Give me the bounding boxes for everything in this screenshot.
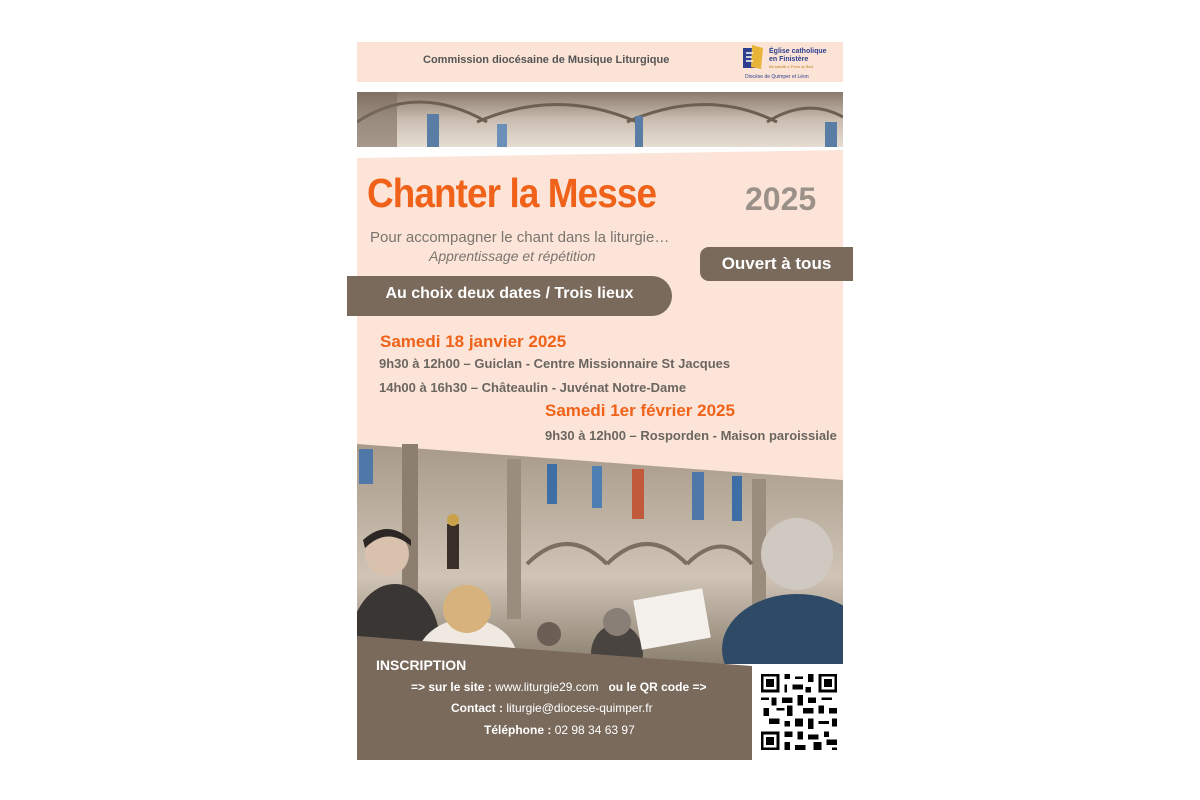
subtitle: Pour accompagner le chant dans la liturgie… <box>370 229 670 246</box>
contact-label: Contact : <box>451 701 503 715</box>
diocese-logo <box>743 45 839 81</box>
session-date-1: Samedi 18 janvier 2025 <box>380 332 567 351</box>
poster <box>357 40 843 760</box>
church-vault-photo <box>357 92 843 147</box>
phone-row <box>484 723 635 737</box>
session-slot: 14h00 à 16h30 – Châteaulin - Juvénat Notre-Dame <box>379 380 687 395</box>
subtitle-italic: Apprentissage et répétition <box>429 248 596 264</box>
session-slot: 9h30 à 12h00 – Rosporden - Maison paroissiale <box>545 428 837 443</box>
qr-hint: ou le QR code => <box>608 680 707 694</box>
phone-label: Téléphone : <box>484 723 552 737</box>
logo-tagline: Ilis katolik e Penn ar Bed <box>769 64 814 69</box>
contact-email[interactable]: liturgie@diocese-quimper.fr <box>506 701 653 715</box>
logo-line1: Église catholique <box>769 48 827 55</box>
page-title: Chanter la Messe <box>367 170 657 216</box>
session-date-2: Samedi 1er février 2025 <box>545 401 735 420</box>
inscription-panel <box>357 636 752 760</box>
inscription-title: INSCRIPTION <box>376 657 467 673</box>
header-bar <box>357 42 843 82</box>
logo-line2: en Finistère <box>769 56 809 63</box>
qr-code-icon[interactable] <box>761 674 837 750</box>
choice-banner: Au choix deux dates / Trois lieux <box>347 276 672 316</box>
logo-mark-icon <box>743 45 765 71</box>
site-row <box>411 680 706 694</box>
open-to-all-badge: Ouvert à tous <box>700 247 853 281</box>
session-slot: 9h30 à 12h00 – Guiclan - Centre Missionnaire St Jacques <box>379 356 731 371</box>
phone-number[interactable]: 02 98 34 63 97 <box>554 723 635 737</box>
title-year: 2025 <box>745 181 817 217</box>
congregation-photo <box>357 444 843 664</box>
site-link[interactable]: www.liturgie29.com <box>495 680 599 694</box>
site-prefix: => sur le site : <box>411 680 492 694</box>
logo-diocese: Diocèse de Quimper et Léon <box>745 74 809 80</box>
contact-row <box>451 701 653 715</box>
organization-name: Commission diocésaine de Musique Liturgique <box>423 54 670 66</box>
